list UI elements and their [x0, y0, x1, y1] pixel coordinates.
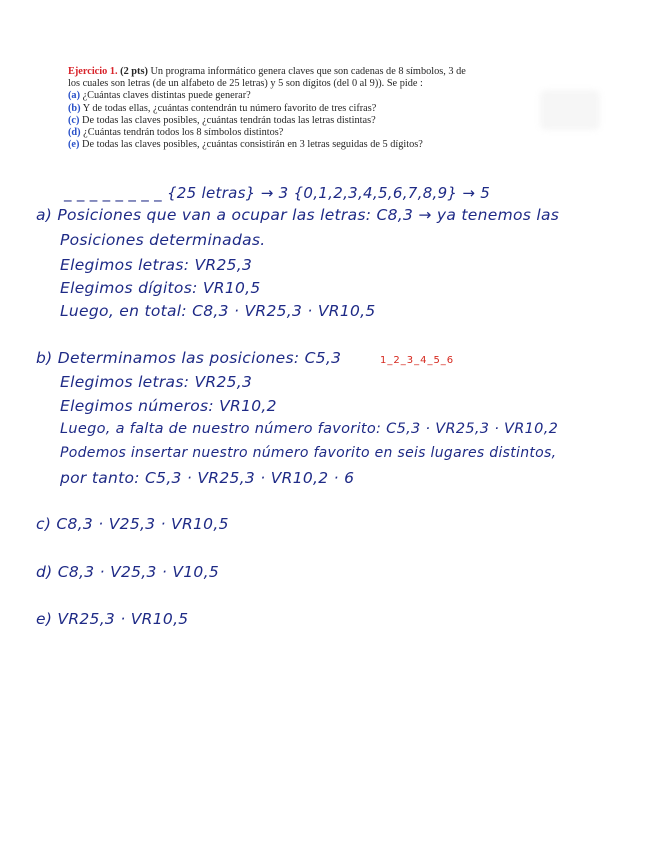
position-slots: 1_2_3_4_5_6 — [380, 355, 455, 366]
question-b-text: Y de todas ellas, ¿cuántas contendrán tu número favorito de tres cifras? — [80, 102, 377, 114]
question-a-text: ¿Cuántas claves distintas puede generar? — [80, 90, 251, 102]
answer-b-line-4: Luego, a falta de nuestro número favorito: C5,3 · VR25,3 · VR10,2 — [60, 421, 559, 437]
answer-d: d) C8,3 · V25,3 · V10,5 — [36, 563, 219, 581]
answer-a-line-3: Elegimos letras: VR25,3 — [60, 256, 253, 274]
answer-a-line-1: a) Posiciones que van a ocupar las letras: C8,3 → ya tenemos las — [36, 206, 560, 224]
question-d-label: (d) — [68, 127, 81, 139]
question-d-text: ¿Cuántas tendrán todos los 8 símbolos distintos? — [80, 127, 284, 139]
question-c — [68, 115, 588, 127]
answer-e: e) VR25,3 · VR10,5 — [36, 610, 189, 628]
question-e-label: (e) — [68, 139, 80, 151]
answer-b-line-2: Elegimos letras: VR25,3 — [60, 373, 253, 391]
question-c-text: De todas las claves posibles, ¿cuántas tendrán todas las letras distintas? — [79, 114, 376, 126]
answer-b-line-5: Podemos insertar nuestro número favorito en seis lugares distintos, — [60, 445, 557, 461]
question-c-label: (c) — [68, 114, 80, 126]
answer-b-line-3: Elegimos números: VR10,2 — [60, 397, 277, 415]
answer-b-line-6: por tanto: C5,3 · VR25,3 · VR10,2 · 6 — [60, 469, 355, 487]
intro-text-1: Un programa informático genera claves que son cadenas de 8 símbolos, 3 de — [147, 66, 466, 77]
answer-c: c) C8,3 · V25,3 · VR10,5 — [36, 515, 229, 533]
handwritten-header: _ _ _ _ _ _ _ _ {25 letras} → 3 {0,1,2,3,4,5,6,7,8,9} → 5 — [64, 184, 491, 202]
answer-a-line-2: Posiciones determinadas. — [60, 231, 266, 249]
answer-b-line-1: b) Determinamos las posiciones: C5,3 — [36, 349, 342, 367]
exercise-statement — [68, 66, 588, 151]
question-b — [68, 103, 588, 115]
answer-a-line-5: Luego, en total: C8,3 · VR25,3 · VR10,5 — [60, 302, 376, 320]
exercise-title: Ejercicio 1. — [68, 66, 118, 77]
question-e — [68, 139, 588, 151]
answer-a-line-4: Elegimos dígitos: VR10,5 — [60, 279, 261, 297]
statement-intro-line-1 — [68, 66, 588, 78]
question-a — [68, 90, 588, 102]
question-e-text: De todas las claves posibles, ¿cuántas consistirán en 3 letras seguidas de 5 dígitos? — [79, 139, 423, 151]
question-b-label: (b) — [68, 102, 81, 114]
statement-intro-line-2: los cuales son letras (de un alfabeto de 25 letras) y 5 son dígitos (del 0 al 9)). Se pide : — [68, 78, 423, 90]
question-d — [68, 127, 588, 139]
exercise-points: (2 pts) — [120, 66, 148, 77]
question-a-label: (a) — [68, 90, 81, 102]
